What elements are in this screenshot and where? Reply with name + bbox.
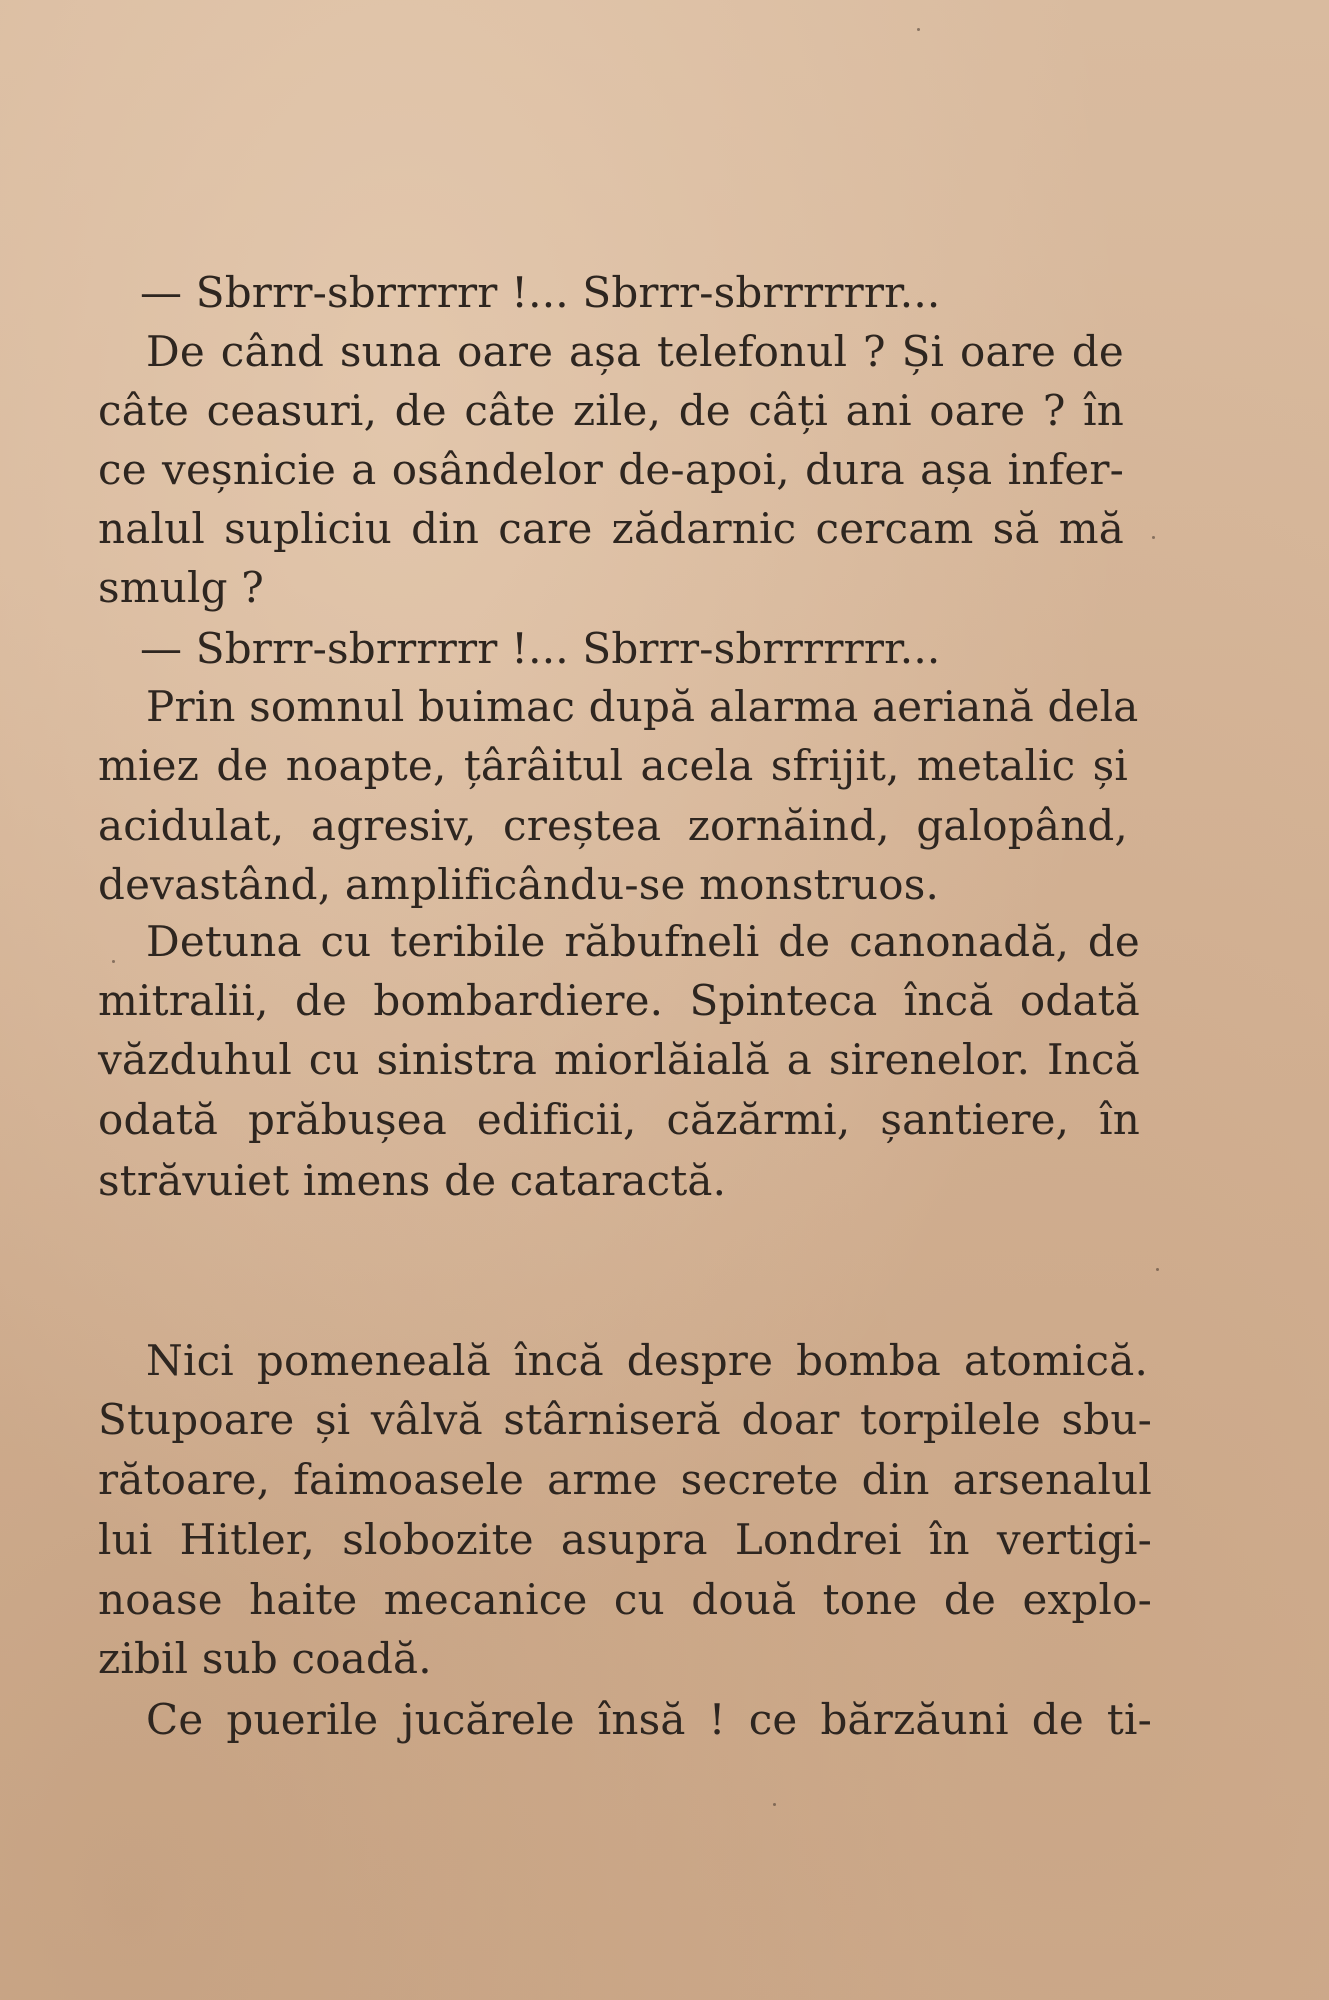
text-line: devastând, amplificându-se monstruos. xyxy=(98,860,940,909)
text-line: — Sbrrr-sbrrrrrr !... Sbrrr-sbrrrrrrr... xyxy=(140,624,941,673)
paper-speck xyxy=(1156,1268,1159,1271)
text-line: ce veșnicie a osândelor de-apoi, dura așa infer- xyxy=(98,445,1124,494)
text-line: lui Hitler, slobozite asupra Londrei în vertigi- xyxy=(98,1515,1152,1564)
text-line: câte ceasuri, de câte zile, de câți ani oare ? în xyxy=(98,386,1124,435)
text-line: zibil sub coadă. xyxy=(98,1634,432,1683)
text-line: odată prăbușea edificii, căzărmi, șantiere, în xyxy=(98,1095,1140,1144)
text-line: nalul supliciu din care zădarnic cercam să mă xyxy=(98,504,1124,553)
text-line: miez de noapte, țârâitul acela sfrijit, metalic și xyxy=(98,741,1128,790)
text-line: văzduhul cu sinistra miorlăială a sirenelor. Incă xyxy=(98,1035,1140,1084)
text-line: Ce puerile jucărele însă ! ce bărzăuni de ti- xyxy=(146,1695,1152,1744)
text-line: Nici pomeneală încă despre bomba atomică. xyxy=(146,1336,1148,1385)
text-line: străvuiet imens de cataractă. xyxy=(98,1156,727,1205)
text-line: acidulat, agresiv, creștea zornăind, galopând, xyxy=(98,801,1128,850)
text-line: De când suna oare așa telefonul ? Și oare de xyxy=(146,327,1124,376)
text-line: smulg ? xyxy=(98,563,265,612)
text-line: Detuna cu teribile răbufneli de canonadă, de xyxy=(146,917,1140,966)
paper-speck xyxy=(773,1803,776,1806)
paper-speck xyxy=(1152,536,1155,539)
text-line: mitralii, de bombardiere. Spinteca încă odată xyxy=(98,976,1140,1025)
text-line: noase haite mecanice cu două tone de explo- xyxy=(98,1575,1152,1624)
text-line: Stupoare și vâlvă stârniseră doar torpilele sbu- xyxy=(98,1395,1152,1444)
paper-speck xyxy=(917,28,920,31)
text-line: — Sbrrr-sbrrrrrr !... Sbrrr-sbrrrrrrr... xyxy=(140,268,941,317)
text-line: rătoare, faimoasele arme secrete din arsenalul xyxy=(98,1455,1152,1504)
paper-speck xyxy=(112,960,115,963)
text-line: Prin somnul buimac după alarma aeriană dela xyxy=(146,682,1139,731)
